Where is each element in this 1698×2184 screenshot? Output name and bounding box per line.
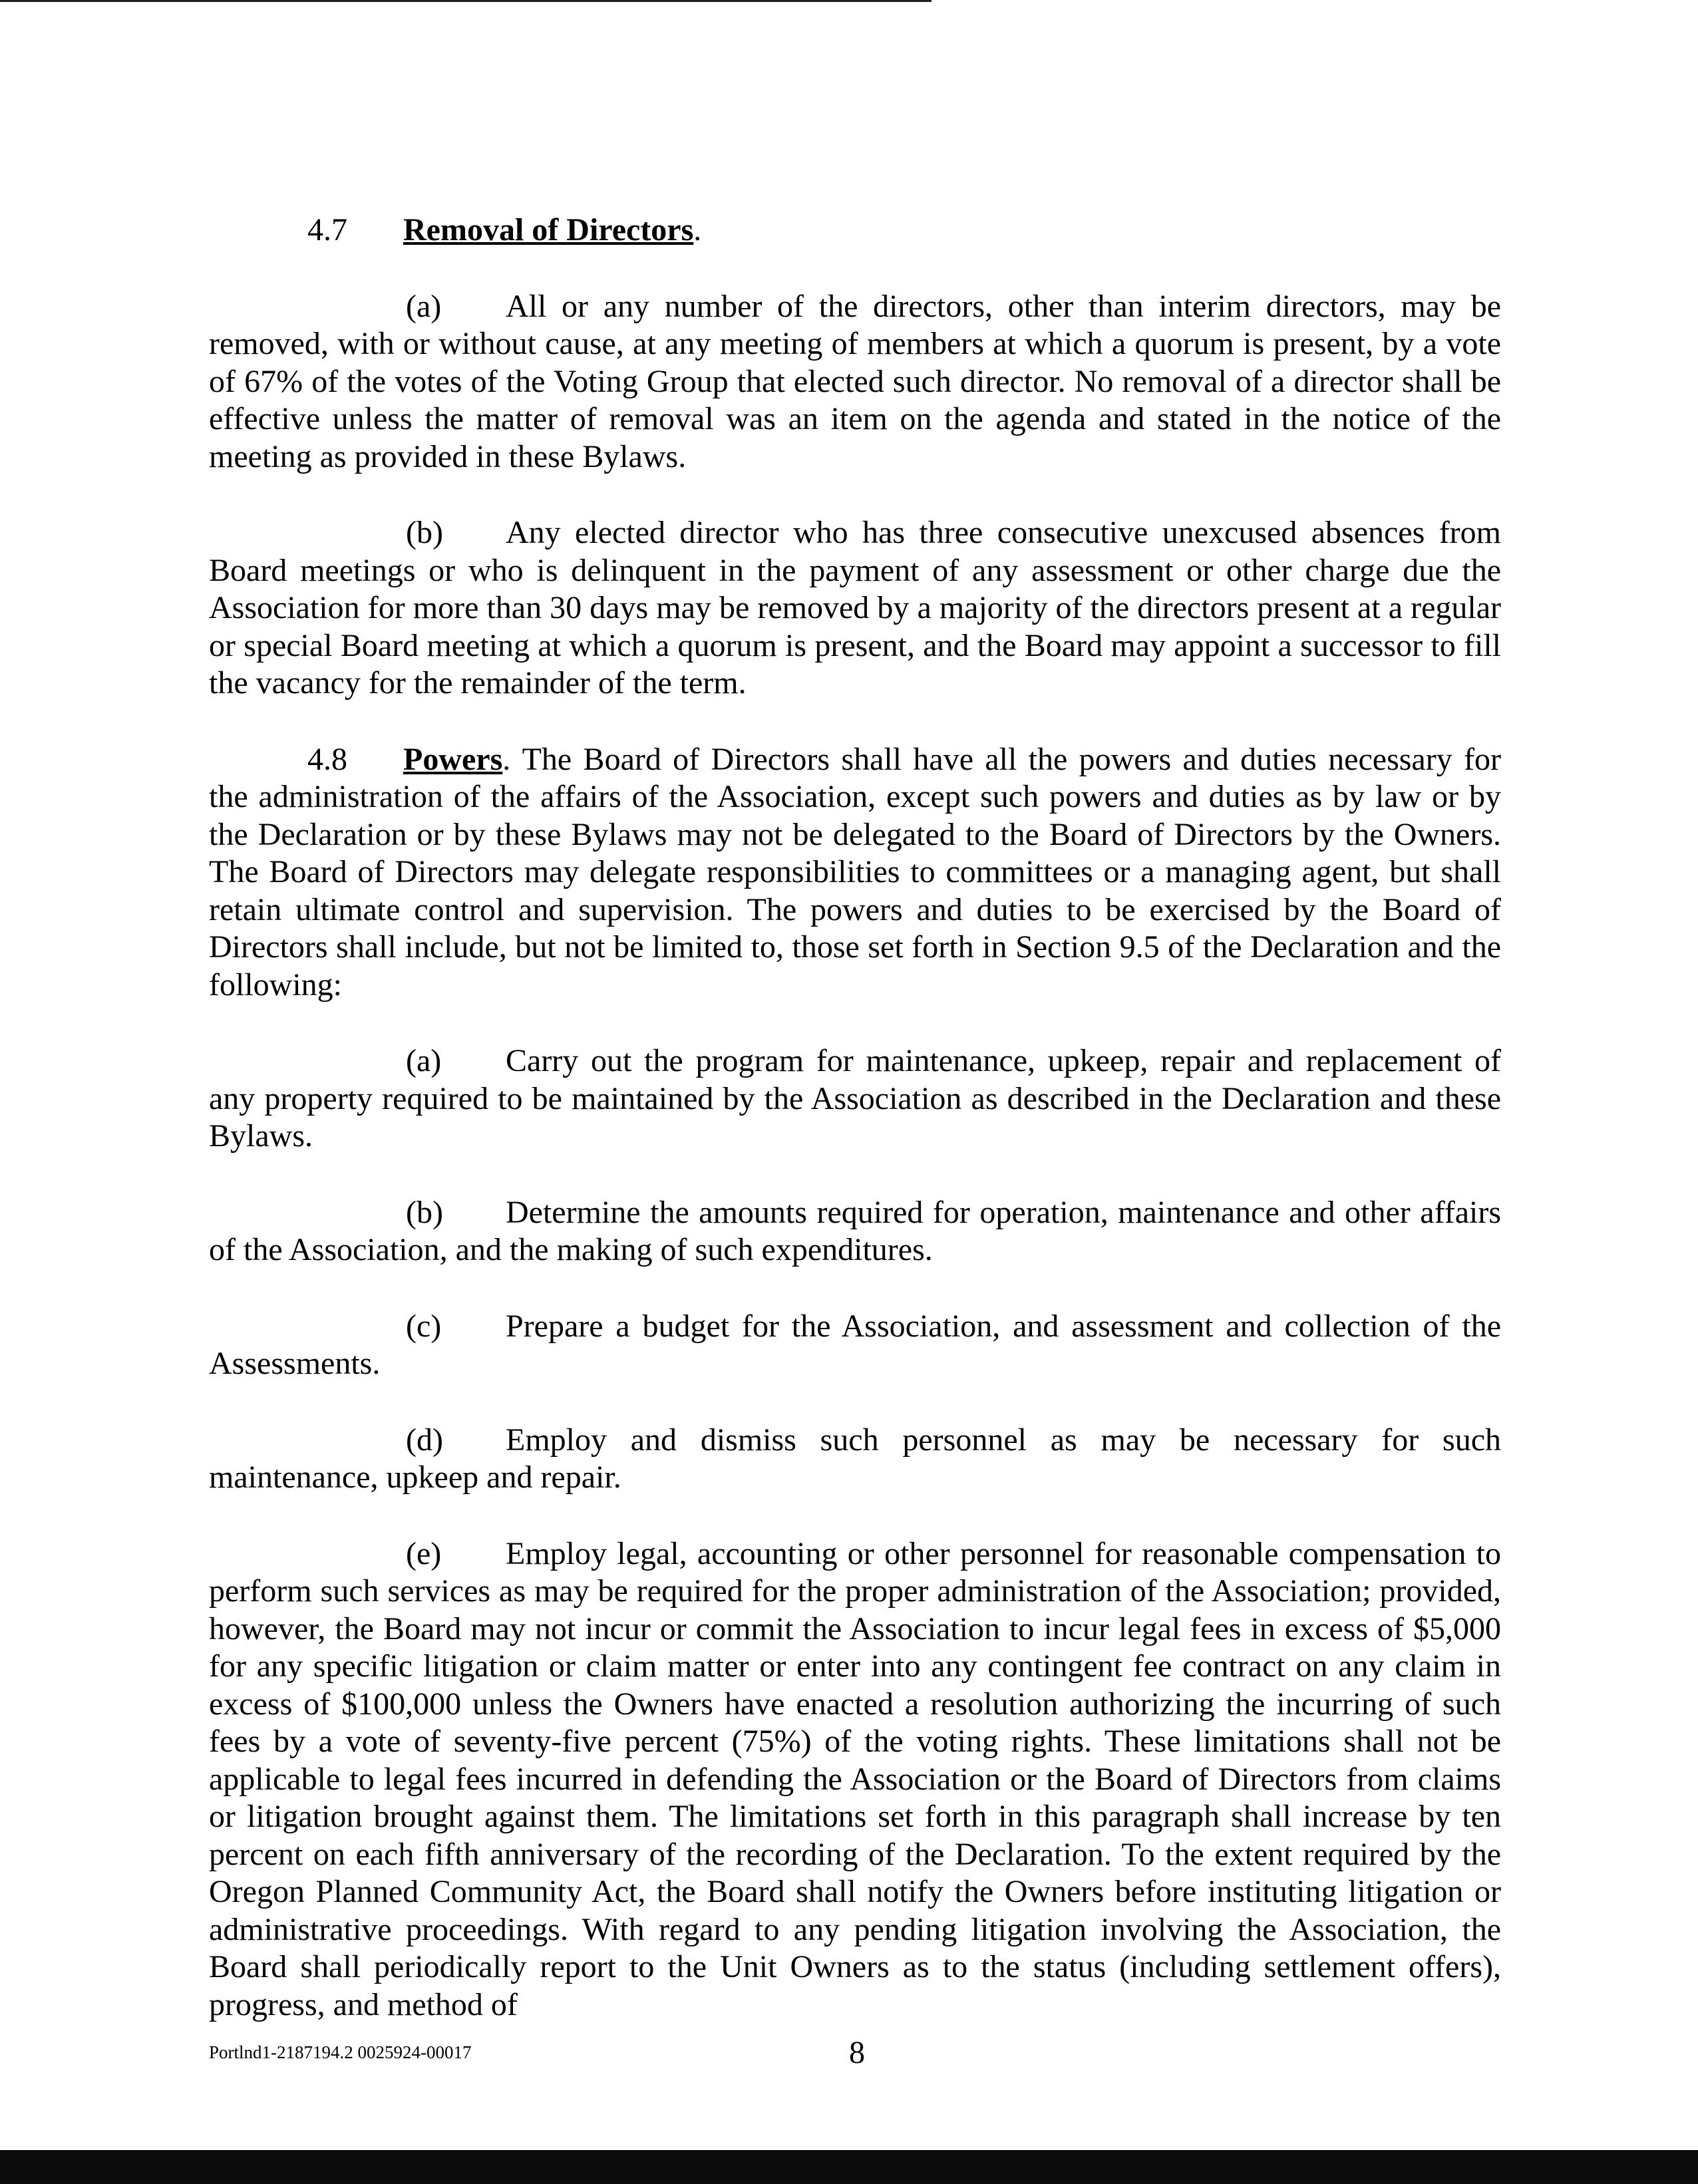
paragraph-4-8-c — [209, 1308, 1501, 1383]
scan-bottom-border — [0, 2150, 1698, 2184]
item-text: All or any number of the directors, other than interim directors, may be removed, with or without cause, at any meeting of members at which a quorum is present, by a vote of 67% of the votes of the Voting Group that elected such director. No removal of a director shall be effective unless the matter of removal was an item on the agenda and stated in the notice of the meeting as provided in these Bylaws. — [209, 288, 1501, 474]
footer-document-id: Portlnd1-2187194.2 0025924-00017 — [209, 2042, 472, 2062]
section-title-period: . — [693, 212, 702, 247]
item-text: Any elected director who has three consecutive unexcused absences from Board meetings or who is delinquent in the payment of any assessment or other charge due the Association for more than 30 days may be removed by a majority of the directors present at a regular or special Board meeting at which a quorum is present, and the Board may appoint a successor to fill the vacancy for the remainder of the term. — [209, 515, 1501, 701]
section-title-period: . — [502, 741, 511, 777]
item-label: (e) — [406, 1535, 442, 1571]
paragraph-4-8-a — [209, 1042, 1501, 1156]
section-4-7-heading — [209, 212, 1501, 249]
paragraph-4-7-a — [209, 288, 1501, 476]
section-4-8-paragraph — [209, 741, 1501, 1005]
section-text: The Board of Directors shall have all the powers and duties necessary for the administration of the affairs of the Association, except such powers and duties as by law or by the Declaration or by these Bylaws may not be delegated to the Board of Directors by the Owners. The Board of Directors may delegate responsibilities to committees or a managing agent, but shall retain ultimate control and supervision. The powers and duties to be exercised by the Board of Directors shall include, but not be limited to, those set forth in Section 9.5 of the Declaration and the following: — [209, 741, 1502, 1003]
scan-top-rule — [0, 0, 932, 2]
item-text: Employ and dismiss such personnel as may be necessary for such maintenance, upkeep and repair. — [209, 1422, 1501, 1495]
item-text: Carry out the program for maintenance, upkeep, repair and replacement of any property required to be maintained by the Association as described in the Declaration and these Bylaws. — [209, 1043, 1501, 1154]
item-label: (d) — [406, 1422, 443, 1458]
item-label: (b) — [406, 515, 443, 550]
item-text: Employ legal, accounting or other personnel for reasonable compensation to perform such services as may be required for the proper administration of the Association; provided, however, the Board may not incur or commit the Association to incur legal fees in excess of $5,000 for any specific litigation or claim matter or enter into any contingent fee contract on any claim in excess of $100,000 unless the Owners have enacted a resolution authorizing the incurring of such fees by a vote of seventy-five percent (75%) of the voting rights. These limitations shall not be applicable to legal fees incurred in defending the Association or the Board of Directors from claims or litigation brought against them. The limitations set forth in this paragraph shall increase by ten percent on each fifth anniversary of the recording of the Declaration. To the extent required by the Oregon Planned Community Act, the Board shall notify the Owners before instituting litigation or administrative proceedings. With regard to any pending litigation involving the Association, the Board shall periodically report to the Unit Owners as to the status (including settlement offers), progress, and method of — [209, 1535, 1501, 2022]
page-number: 8 — [849, 2035, 865, 2070]
paragraph-4-8-b — [209, 1194, 1501, 1269]
paragraph-4-8-d — [209, 1422, 1501, 1497]
item-label: (a) — [406, 288, 442, 324]
item-text: Determine the amounts required for operation, maintenance and other affairs of the Association, and the making of such expenditures. — [209, 1194, 1501, 1267]
section-title: Removal of Directors — [403, 212, 694, 247]
section-number: 4.8 — [307, 741, 347, 777]
document-page — [209, 212, 1501, 2062]
paragraph-4-8-e — [209, 1535, 1501, 2024]
item-text: Prepare a budget for the Association, and assessment and collection of the Assessments. — [209, 1308, 1501, 1381]
paragraph-4-7-b — [209, 514, 1501, 702]
item-label: (b) — [406, 1194, 443, 1230]
item-label: (c) — [406, 1308, 442, 1344]
item-label: (a) — [406, 1043, 442, 1078]
section-number: 4.7 — [307, 212, 347, 247]
section-title: Powers — [403, 741, 503, 777]
